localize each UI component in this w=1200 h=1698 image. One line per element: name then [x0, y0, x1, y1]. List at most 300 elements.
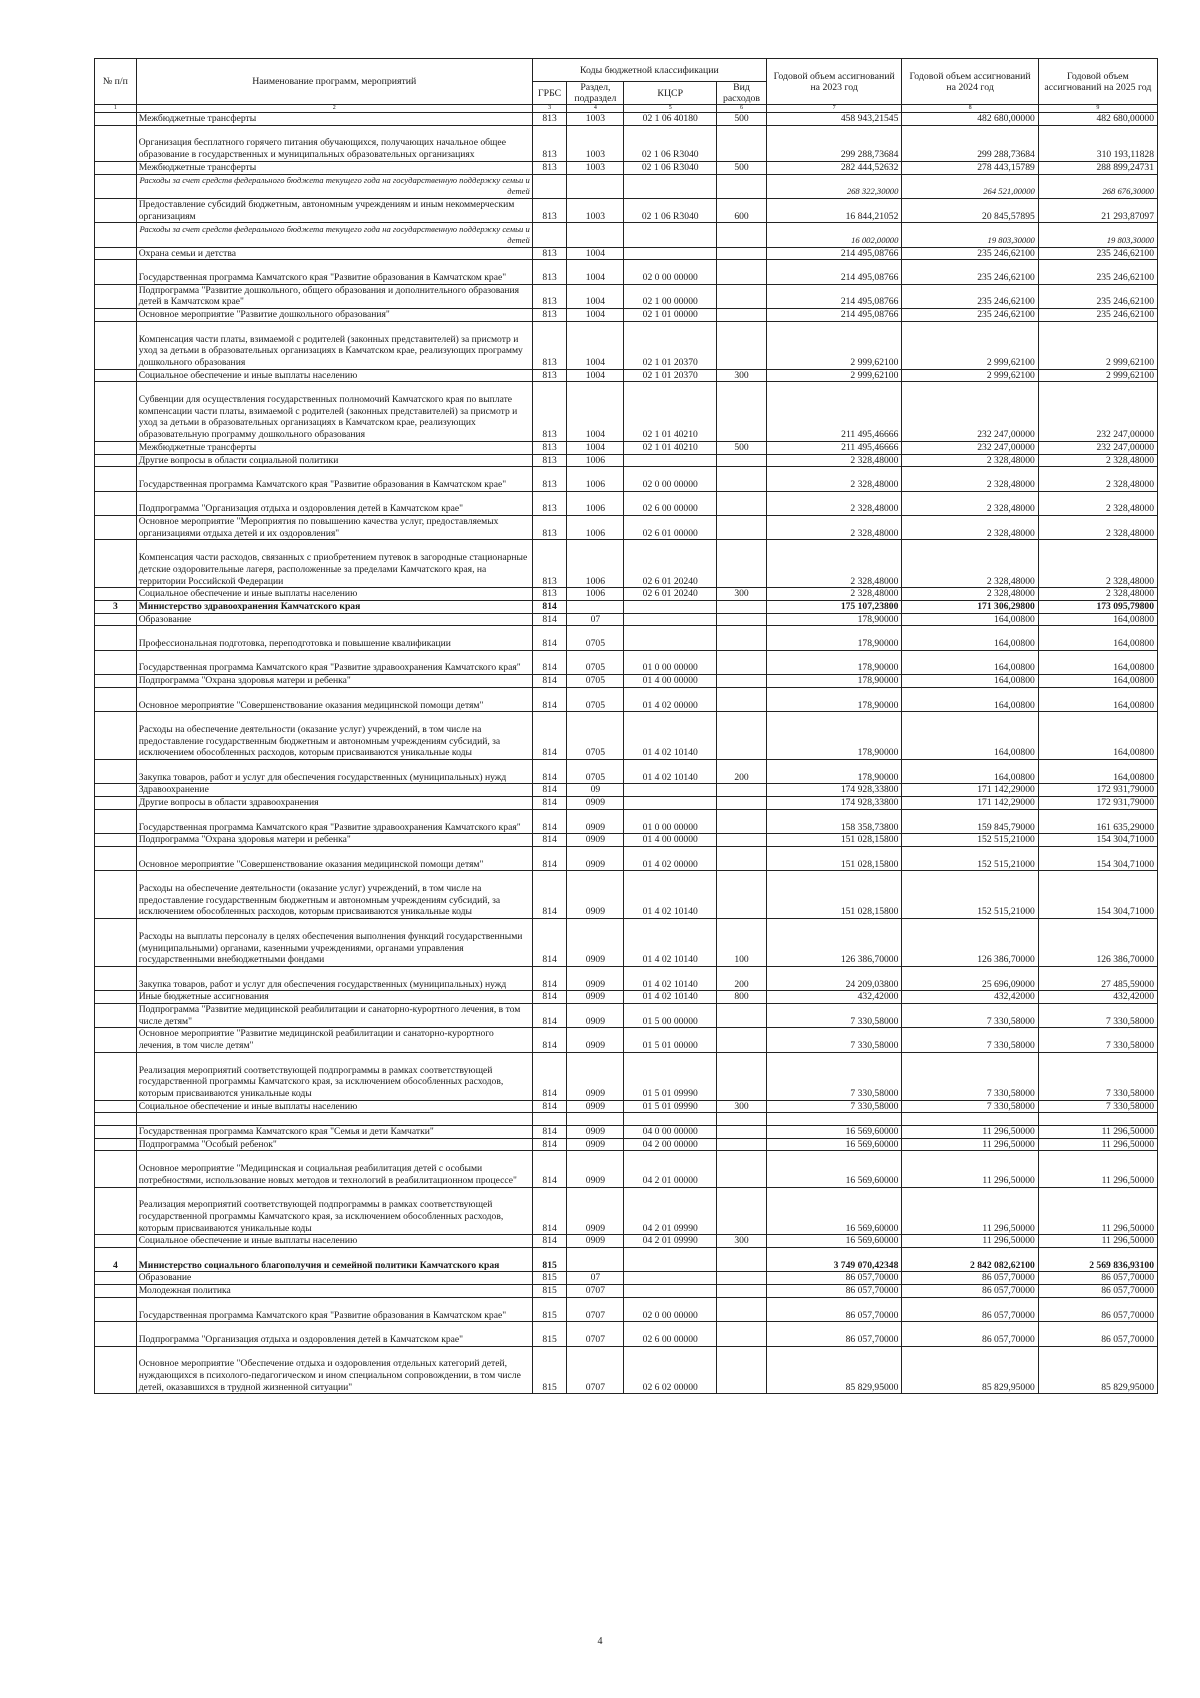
row-number: [95, 991, 137, 1004]
row-expense-type: 200: [717, 966, 767, 990]
row-number: [95, 1187, 137, 1235]
row-grbs: 814: [532, 991, 567, 1004]
row-amount-2023: 178,90000: [766, 675, 901, 688]
row-amount-2025: 126 386,70000: [1038, 919, 1157, 967]
table-row: [95, 1272, 1158, 1285]
row-name: Закупка товаров, работ и услуг для обеспечения государственных (муниципальных) нужд: [136, 966, 532, 990]
row-amount-2025: [1038, 1113, 1157, 1126]
row-number: [95, 1322, 137, 1346]
table-row: [95, 687, 1158, 711]
row-amount-2025: 288 899,24731: [1038, 161, 1157, 174]
row-amount-2025: 235 246,62100: [1038, 284, 1157, 308]
row-section: 0909: [567, 1235, 624, 1248]
row-amount-2024: 264 521,00000: [902, 174, 1038, 198]
row-amount-2025: 172 931,79000: [1038, 784, 1157, 797]
row-expense-type: [717, 1187, 767, 1235]
row-amount-2025: 2 328,48000: [1038, 516, 1157, 540]
row-expense-type: [717, 675, 767, 688]
column-index: 9: [1038, 105, 1157, 113]
row-amount-2024: 235 246,62100: [902, 309, 1038, 322]
row-number: [95, 1100, 137, 1113]
row-number: [95, 846, 137, 870]
row-kcsr: [624, 454, 717, 467]
row-section: 1004: [567, 441, 624, 454]
row-amount-2023: 178,90000: [766, 626, 901, 650]
table-row: [95, 760, 1158, 784]
row-name: Охрана семьи и детства: [136, 247, 532, 260]
table-row: [95, 675, 1158, 688]
row-amount-2023: 174 928,33800: [766, 797, 901, 810]
row-kcsr: 01 0 00 00000: [624, 809, 717, 833]
table-row: [95, 588, 1158, 601]
row-amount-2024: 164,00800: [902, 613, 1038, 626]
row-number: [95, 198, 137, 222]
row-name: Основное мероприятие "Мероприятия по повышению качества услуг, предоставляемых организациями отдыха детей и их оздоровления": [136, 516, 532, 540]
row-amount-2024: 11 296,50000: [902, 1138, 1038, 1151]
row-kcsr: 01 4 02 00000: [624, 687, 717, 711]
row-kcsr: 01 4 00 00000: [624, 834, 717, 847]
row-number: [95, 1235, 137, 1248]
row-kcsr: 02 0 00 00000: [624, 1297, 717, 1321]
column-index: 1: [95, 105, 137, 113]
row-expense-type: [717, 784, 767, 797]
row-number: 3: [95, 600, 137, 613]
row-section: 0909: [567, 1187, 624, 1235]
row-amount-2024: 482 680,00000: [902, 113, 1038, 126]
row-amount-2025: 2 999,62100: [1038, 369, 1157, 382]
row-amount-2025: 232 247,00000: [1038, 382, 1157, 442]
row-grbs: 813: [532, 260, 567, 284]
row-name: Расходы на выплаты персоналу в целях обеспечения выполнения функций государственными (муниципальными) органами, казенными учреждениями, органами управления государственными внебюджетными фондами: [136, 919, 532, 967]
row-amount-2024: 86 057,70000: [902, 1272, 1038, 1285]
row-kcsr: 02 1 01 20370: [624, 369, 717, 382]
row-expense-type: [717, 467, 767, 491]
row-amount-2025: 173 095,79800: [1038, 600, 1157, 613]
table-body: [95, 113, 1158, 1394]
row-amount-2023: 211 495,46666: [766, 441, 901, 454]
table-row: [95, 247, 1158, 260]
row-amount-2023: 282 444,52632: [766, 161, 901, 174]
row-expense-type: [717, 687, 767, 711]
row-amount-2024: 235 246,62100: [902, 284, 1038, 308]
row-expense-type: [717, 871, 767, 919]
row-kcsr: 01 4 02 10140: [624, 760, 717, 784]
row-section: [567, 174, 624, 198]
table-row: [95, 260, 1158, 284]
row-amount-2023: 2 328,48000: [766, 467, 901, 491]
row-name: Основное мероприятие "Обеспечение отдыха и оздоровления отдельных категорий детей, нуждающихся в психолого-педагогическом и ином специальном сопровождении, в том числе детей, оказавшихся в трудной жизненной ситуации": [136, 1346, 532, 1394]
row-kcsr: [624, 600, 717, 613]
row-amount-2025: 268 676,30000: [1038, 174, 1157, 198]
row-kcsr: 04 2 01 09990: [624, 1187, 717, 1235]
row-name: Расходы на обеспечение деятельности (оказание услуг) учреждений, в том числе на предоставление государственным бюджетным и автономным учреждениям субсидий, за исключением обособленных расходов, которым присваиваются уникальные коды: [136, 871, 532, 919]
row-section: 1003: [567, 125, 624, 161]
row-amount-2024: 7 330,58000: [902, 1004, 1038, 1028]
row-expense-type: [717, 454, 767, 467]
row-name: Межбюджетные трансферты: [136, 441, 532, 454]
row-amount-2025: 164,00800: [1038, 650, 1157, 674]
row-number: [95, 797, 137, 810]
row-amount-2025: 235 246,62100: [1038, 260, 1157, 284]
row-section: 1004: [567, 284, 624, 308]
table-row: [95, 1113, 1158, 1126]
row-name: Социальное обеспечение и иные выплаты населению: [136, 1100, 532, 1113]
table-row: [95, 540, 1158, 588]
row-number: [95, 1004, 137, 1028]
row-expense-type: [717, 1052, 767, 1100]
header-year-2023: Годовой объем ассигнований на 2023 год: [766, 59, 901, 105]
row-name: Министерство здравоохранения Камчатского края: [136, 600, 532, 613]
row-amount-2023: 214 495,08766: [766, 284, 901, 308]
row-expense-type: [717, 846, 767, 870]
row-amount-2025: 85 829,95000: [1038, 1346, 1157, 1394]
row-name: Подпрограмма "Организация отдыха и оздоровления детей в Камчатском крае": [136, 1322, 532, 1346]
row-amount-2024: 19 803,30000: [902, 223, 1038, 247]
table-row: [95, 1235, 1158, 1248]
row-number: [95, 1113, 137, 1126]
row-grbs: 814: [532, 1138, 567, 1151]
row-expense-type: [717, 613, 767, 626]
row-grbs: 814: [532, 966, 567, 990]
row-kcsr: 02 0 00 00000: [624, 467, 717, 491]
row-grbs: 814: [532, 1235, 567, 1248]
row-number: [95, 247, 137, 260]
row-number: [95, 675, 137, 688]
table-row: [95, 1100, 1158, 1113]
row-number: [95, 491, 137, 515]
row-kcsr: [624, 247, 717, 260]
row-name: Подпрограмма "Развитие медицинской реабилитации и санаторно-курортного лечения, в том числе детям": [136, 1004, 532, 1028]
table-row: [95, 382, 1158, 442]
row-grbs: 814: [532, 600, 567, 613]
row-section: 0909: [567, 991, 624, 1004]
row-name: Реализация мероприятий соответствующей подпрограммы в рамках соответствующей государственной программы Камчатского края, за исключением обособленных расходов, которым присваиваются уникальные коды: [136, 1052, 532, 1100]
row-grbs: 814: [532, 687, 567, 711]
row-grbs: 813: [532, 382, 567, 442]
row-amount-2024: 2 328,48000: [902, 491, 1038, 515]
row-amount-2025: 310 193,11828: [1038, 125, 1157, 161]
budget-document-page: [94, 58, 1158, 1394]
row-name: Межбюджетные трансферты: [136, 161, 532, 174]
row-expense-type: [717, 1113, 767, 1126]
row-expense-type: 500: [717, 113, 767, 126]
header-num: № п/п: [95, 59, 137, 105]
row-section: 1004: [567, 260, 624, 284]
row-grbs: 814: [532, 675, 567, 688]
row-amount-2023: 2 328,48000: [766, 516, 901, 540]
row-expense-type: 600: [717, 198, 767, 222]
row-number: [95, 174, 137, 198]
row-kcsr: [624, 1248, 717, 1272]
row-amount-2024: 164,00800: [902, 626, 1038, 650]
row-kcsr: [624, 223, 717, 247]
row-kcsr: [624, 1272, 717, 1285]
row-amount-2025: 86 057,70000: [1038, 1297, 1157, 1321]
table-row: [95, 516, 1158, 540]
row-grbs: 815: [532, 1285, 567, 1298]
row-expense-type: [717, 834, 767, 847]
row-section: 0909: [567, 1126, 624, 1139]
table-row: [95, 834, 1158, 847]
row-expense-type: 300: [717, 1235, 767, 1248]
row-grbs: 814: [532, 919, 567, 967]
row-grbs: 813: [532, 113, 567, 126]
row-name: Компенсация части расходов, связанных с приобретением путевок в загородные стационарные детские оздоровительные лагеря, расположенные за пределами Камчатского края, на территории Российской Федерации: [136, 540, 532, 588]
row-grbs: 813: [532, 321, 567, 369]
table-row: [95, 198, 1158, 222]
row-section: 1004: [567, 321, 624, 369]
row-number: [95, 382, 137, 442]
row-amount-2024: 171 306,29800: [902, 600, 1038, 613]
table-row: [95, 1346, 1158, 1394]
row-amount-2024: 11 296,50000: [902, 1151, 1038, 1187]
row-amount-2024: 171 142,29000: [902, 797, 1038, 810]
table-row: [95, 797, 1158, 810]
row-grbs: 815: [532, 1322, 567, 1346]
row-name: Подпрограмма "Особый ребенок": [136, 1138, 532, 1151]
row-kcsr: 02 1 01 00000: [624, 309, 717, 322]
table-row: [95, 712, 1158, 760]
row-amount-2023: [766, 1113, 901, 1126]
row-amount-2023: 86 057,70000: [766, 1297, 901, 1321]
row-kcsr: 01 5 00 00000: [624, 1004, 717, 1028]
table-row: [95, 454, 1158, 467]
row-amount-2025: 21 293,87097: [1038, 198, 1157, 222]
row-number: [95, 1138, 137, 1151]
row-amount-2024: 152 515,21000: [902, 846, 1038, 870]
row-amount-2025: 172 931,79000: [1038, 797, 1157, 810]
table-row: [95, 991, 1158, 1004]
row-name: Государственная программа Камчатского края "Развитие образования в Камчатском крае": [136, 260, 532, 284]
header-section: Раздел, подраздел: [567, 82, 624, 105]
row-section: 1003: [567, 198, 624, 222]
row-number: [95, 223, 137, 247]
row-number: [95, 321, 137, 369]
row-section: 0909: [567, 1028, 624, 1052]
table-row: [95, 321, 1158, 369]
row-amount-2023: 24 209,03800: [766, 966, 901, 990]
row-amount-2025: 482 680,00000: [1038, 113, 1157, 126]
row-expense-type: 300: [717, 369, 767, 382]
row-name: Основное мероприятие "Развитие медицинской реабилитации и санаторно-курортного лечения, в том числе детям": [136, 1028, 532, 1052]
row-amount-2023: 16 002,00000: [766, 223, 901, 247]
row-section: 0909: [567, 846, 624, 870]
row-name: Субвенции для осуществления государственных полномочий Камчатского края по выплате компенсации части платы, взимаемой с родителей (законных представителей) за присмотр и уход за детьми в образовательных организациях в Камчатском крае, реализующих образовательную программу дошкольного образования: [136, 382, 532, 442]
table-row: [95, 650, 1158, 674]
row-number: [95, 441, 137, 454]
row-amount-2025: 154 304,71000: [1038, 834, 1157, 847]
table-row: [95, 1248, 1158, 1272]
row-grbs: [532, 174, 567, 198]
row-grbs: 813: [532, 198, 567, 222]
row-section: 0909: [567, 1138, 624, 1151]
row-amount-2025: 432,42000: [1038, 991, 1157, 1004]
row-section: 07: [567, 1272, 624, 1285]
row-name: Министерство социального благополучия и семейной политики Камчатского края: [136, 1248, 532, 1272]
row-section: 0909: [567, 1100, 624, 1113]
row-amount-2023: 16 569,60000: [766, 1126, 901, 1139]
row-amount-2024: 7 330,58000: [902, 1028, 1038, 1052]
row-grbs: 814: [532, 712, 567, 760]
row-kcsr: 02 1 06 R3040: [624, 198, 717, 222]
row-grbs: 814: [532, 1100, 567, 1113]
row-amount-2023: 16 569,60000: [766, 1235, 901, 1248]
row-amount-2024: 7 330,58000: [902, 1052, 1038, 1100]
row-number: [95, 966, 137, 990]
row-amount-2025: 7 330,58000: [1038, 1100, 1157, 1113]
row-number: [95, 809, 137, 833]
table-row: [95, 284, 1158, 308]
row-amount-2023: 178,90000: [766, 687, 901, 711]
row-amount-2024: 86 057,70000: [902, 1285, 1038, 1298]
row-amount-2024: 11 296,50000: [902, 1187, 1038, 1235]
row-kcsr: [624, 613, 717, 626]
table-row: [95, 369, 1158, 382]
row-amount-2024: 86 057,70000: [902, 1322, 1038, 1346]
row-amount-2025: 164,00800: [1038, 712, 1157, 760]
row-number: [95, 1285, 137, 1298]
row-amount-2023: 16 569,60000: [766, 1187, 901, 1235]
row-amount-2024: 232 247,00000: [902, 441, 1038, 454]
row-amount-2025: 154 304,71000: [1038, 846, 1157, 870]
row-amount-2023: 3 749 070,42348: [766, 1248, 901, 1272]
table-row: [95, 966, 1158, 990]
row-grbs: 813: [532, 540, 567, 588]
row-kcsr: 01 5 01 09990: [624, 1052, 717, 1100]
row-amount-2024: 278 443,15789: [902, 161, 1038, 174]
row-grbs: 813: [532, 125, 567, 161]
row-amount-2024: 2 842 082,62100: [902, 1248, 1038, 1272]
row-name: Профессиональная подготовка, переподготовка и повышение квалификации: [136, 626, 532, 650]
row-section: 0909: [567, 834, 624, 847]
row-number: [95, 919, 137, 967]
row-kcsr: 01 5 01 09990: [624, 1100, 717, 1113]
row-number: [95, 113, 137, 126]
row-kcsr: [624, 797, 717, 810]
row-grbs: 813: [532, 247, 567, 260]
row-grbs: 814: [532, 809, 567, 833]
row-kcsr: 04 2 01 00000: [624, 1151, 717, 1187]
table-row: [95, 1187, 1158, 1235]
row-name: Государственная программа Камчатского края "Развитие образования в Камчатском крае": [136, 467, 532, 491]
row-name: Социальное обеспечение и иные выплаты населению: [136, 369, 532, 382]
row-name: Государственная программа Камчатского края "Развитие здравоохранения Камчатского края": [136, 650, 532, 674]
row-grbs: 815: [532, 1248, 567, 1272]
table-row: [95, 125, 1158, 161]
row-name: Образование: [136, 613, 532, 626]
column-index: 8: [902, 105, 1038, 113]
row-amount-2023: 7 330,58000: [766, 1028, 901, 1052]
row-name: Подпрограмма "Организация отдыха и оздоровления детей в Камчатском крае": [136, 491, 532, 515]
column-index: 2: [136, 105, 532, 113]
row-name: Подпрограмма "Охрана здоровья матери и ребенка": [136, 834, 532, 847]
row-number: [95, 650, 137, 674]
row-number: [95, 626, 137, 650]
row-kcsr: 02 1 06 40180: [624, 113, 717, 126]
row-number: [95, 540, 137, 588]
table-row: [95, 1052, 1158, 1100]
row-expense-type: [717, 1138, 767, 1151]
row-kcsr: 02 1 01 40210: [624, 441, 717, 454]
row-amount-2023: 7 330,58000: [766, 1100, 901, 1113]
row-number: [95, 1052, 137, 1100]
row-grbs: 813: [532, 454, 567, 467]
row-expense-type: [717, 1126, 767, 1139]
row-kcsr: 01 4 02 10140: [624, 712, 717, 760]
row-grbs: 814: [532, 1052, 567, 1100]
row-amount-2023: 2 999,62100: [766, 369, 901, 382]
row-name: Расходы за счет средств федерального бюджета текущего года на государственную поддержку семьи и детей: [136, 174, 532, 198]
row-number: [95, 712, 137, 760]
row-section: 0705: [567, 626, 624, 650]
row-kcsr: 02 1 00 00000: [624, 284, 717, 308]
row-amount-2025: 86 057,70000: [1038, 1285, 1157, 1298]
row-grbs: 813: [532, 309, 567, 322]
table-row: [95, 1138, 1158, 1151]
row-expense-type: [717, 382, 767, 442]
row-expense-type: [717, 321, 767, 369]
row-grbs: 813: [532, 516, 567, 540]
row-amount-2024: 152 515,21000: [902, 834, 1038, 847]
row-expense-type: [717, 247, 767, 260]
row-expense-type: 300: [717, 1100, 767, 1113]
row-number: [95, 687, 137, 711]
row-section: 0705: [567, 687, 624, 711]
page-number: 4: [597, 1636, 603, 1647]
row-amount-2023: 86 057,70000: [766, 1322, 901, 1346]
row-expense-type: [717, 1272, 767, 1285]
row-amount-2024: 11 296,50000: [902, 1235, 1038, 1248]
row-amount-2025: 2 328,48000: [1038, 454, 1157, 467]
table-row: [95, 919, 1158, 967]
row-section: 0909: [567, 797, 624, 810]
row-expense-type: [717, 516, 767, 540]
row-name: Другие вопросы в области здравоохранения: [136, 797, 532, 810]
row-grbs: 814: [532, 650, 567, 674]
row-expense-type: [717, 309, 767, 322]
row-kcsr: 02 1 06 R3040: [624, 161, 717, 174]
table-header: [95, 59, 1158, 113]
row-name: Государственная программа Камчатского края "Развитие образования в Камчатском крае": [136, 1297, 532, 1321]
column-index: 7: [766, 105, 901, 113]
table-row: [95, 491, 1158, 515]
row-amount-2024: 164,00800: [902, 712, 1038, 760]
row-kcsr: [624, 174, 717, 198]
row-name: Межбюджетные трансферты: [136, 113, 532, 126]
row-kcsr: 02 6 02 00000: [624, 1346, 717, 1394]
table-row: [95, 441, 1158, 454]
row-amount-2023: 7 330,58000: [766, 1052, 901, 1100]
row-amount-2023: 214 495,08766: [766, 260, 901, 284]
row-amount-2024: [902, 1113, 1038, 1126]
row-amount-2025: 2 328,48000: [1038, 467, 1157, 491]
table-row: [95, 1126, 1158, 1139]
row-amount-2024: 159 845,79000: [902, 809, 1038, 833]
header-grbs: ГРБС: [532, 82, 567, 105]
row-amount-2025: 11 296,50000: [1038, 1126, 1157, 1139]
row-amount-2023: 214 495,08766: [766, 247, 901, 260]
row-number: [95, 613, 137, 626]
row-section: 0909: [567, 919, 624, 967]
row-expense-type: [717, 797, 767, 810]
row-kcsr: 02 6 01 20240: [624, 540, 717, 588]
row-amount-2023: 458 943,21545: [766, 113, 901, 126]
table-row: [95, 1028, 1158, 1052]
row-amount-2023: 214 495,08766: [766, 309, 901, 322]
row-amount-2023: 16 569,60000: [766, 1138, 901, 1151]
row-grbs: 814: [532, 846, 567, 870]
row-expense-type: [717, 650, 767, 674]
